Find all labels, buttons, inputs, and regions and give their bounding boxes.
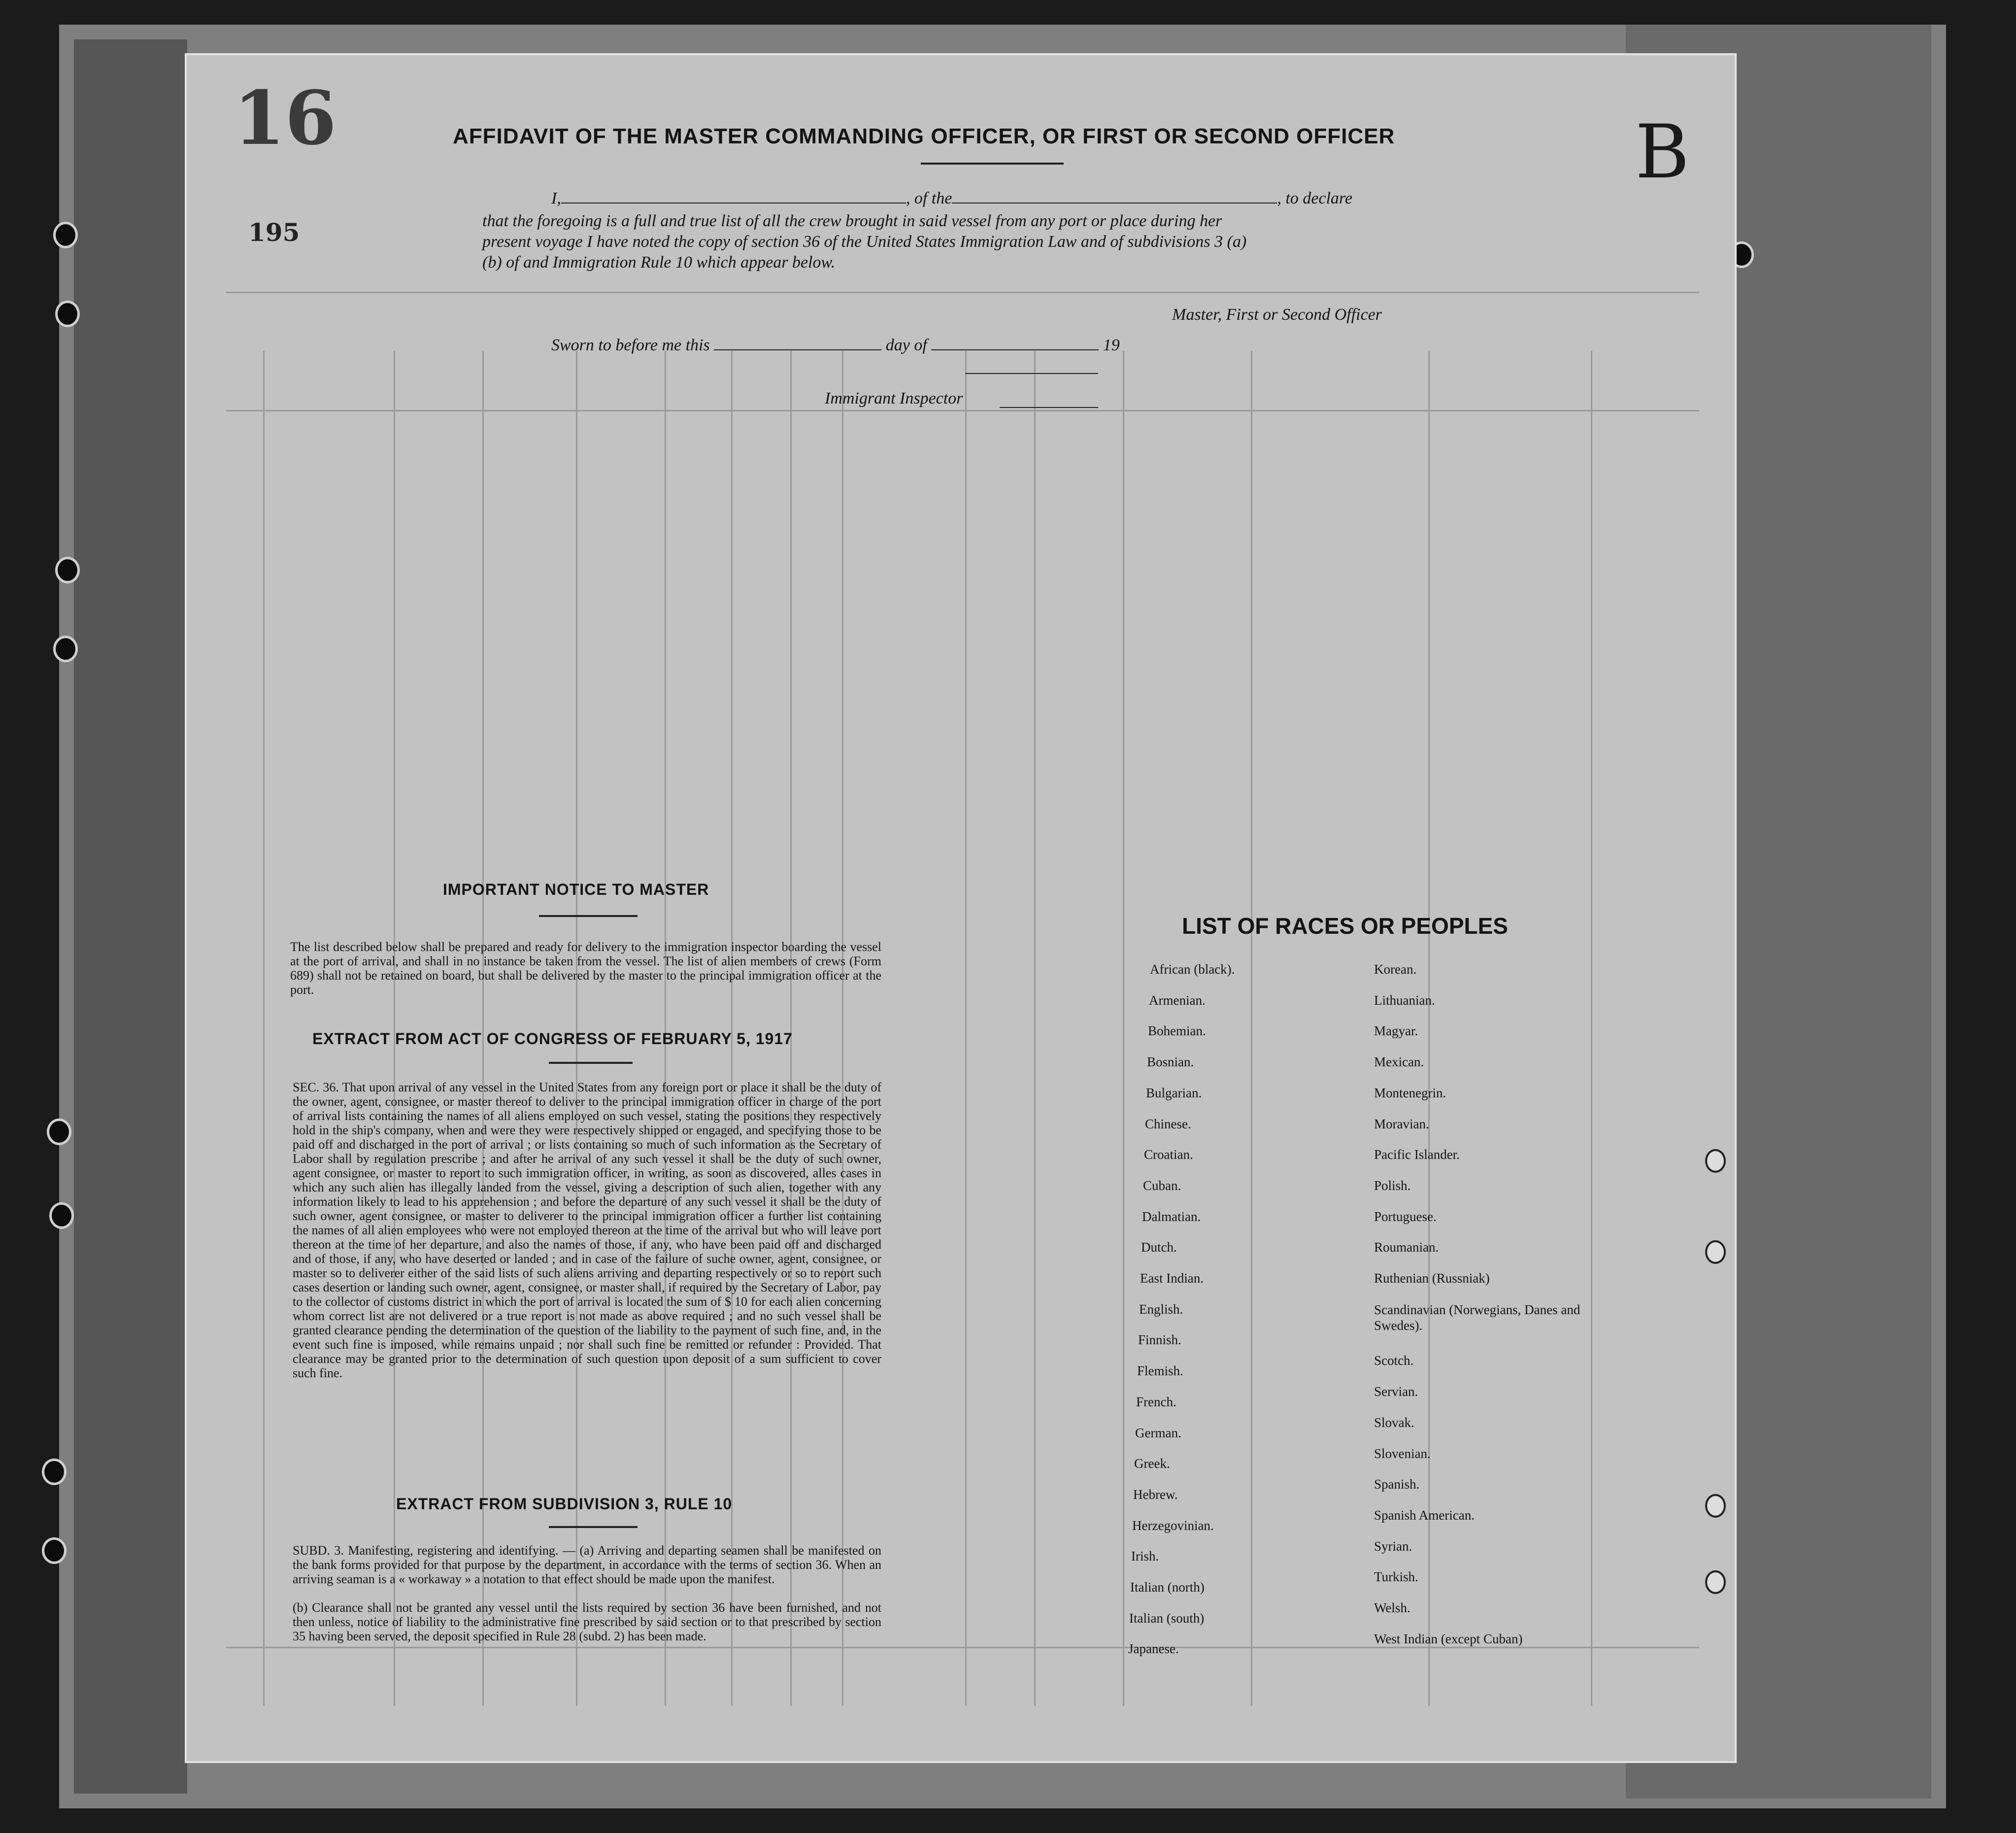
table-rule — [1251, 351, 1252, 1706]
rule-extract-underline — [549, 1526, 638, 1528]
rule-extract-title: EXTRACT FROM SUBDIVISION 3, RULE 10 — [396, 1495, 733, 1513]
race-item: Ruthenian (Russniak) — [1374, 1271, 1490, 1286]
act-extract-title: EXTRACT FROM ACT OF CONGRESS OF FEBRUARY 5, 1917 — [312, 1030, 793, 1048]
race-item: Korean. — [1374, 962, 1417, 977]
race-item: Bohemian. — [1148, 1023, 1206, 1039]
day-of-label: day of — [885, 336, 927, 354]
race-item: Scandinavian (Norwegians, Danes and Swedes). — [1374, 1302, 1580, 1333]
affidavit-text-line: (b) of and Immigration Rule 10 which appear below. — [482, 253, 836, 272]
race-item: French. — [1136, 1394, 1176, 1409]
race-item: Portuguese. — [1374, 1209, 1437, 1224]
race-item: Dalmatian. — [1142, 1209, 1201, 1224]
notice-title: IMPORTANT NOTICE TO MASTER — [443, 881, 709, 898]
race-item: Bulgarian. — [1146, 1085, 1202, 1100]
race-item: Mexican. — [1374, 1054, 1424, 1070]
race-item: Pacific Islander. — [1374, 1147, 1460, 1162]
binder-hole — [42, 1459, 67, 1485]
race-item: Irish. — [1131, 1549, 1159, 1564]
race-item: Bosnian. — [1147, 1054, 1194, 1070]
race-item: Spanish American. — [1374, 1507, 1475, 1523]
notice-text: The list described below shall be prepared and ready for delivery to the immigration inspector boarding the vessel at the port of arrival, and shall in no instance be taken from the vessel. The list of alien members of crews (Form 689) shall not be retained on board, but shall be delivered by the master to the principal immigration officer at the port. — [290, 940, 881, 997]
rule-extract-text-a: SUBD. 3. Manifesting, registering and identifying. — (a) Arriving and departing seamen shall be manifested on the bank forms provided for that purpose by the department, in accordance with the terms of section 36. When an arriving seaman is a « workaway » a notation to that effect should be made upon the manifest. — [293, 1543, 881, 1586]
race-item: Cuban. — [1143, 1178, 1181, 1193]
signature-line — [965, 373, 1098, 374]
table-rule — [226, 1647, 1699, 1648]
page-stamp-number: 195 — [248, 218, 300, 247]
sworn-day-blank — [714, 349, 881, 350]
affidavit-sheet — [185, 53, 1737, 1763]
race-item: Slovak. — [1374, 1415, 1414, 1430]
table-rule — [1591, 351, 1592, 1706]
affidavit-declaration-line — [551, 189, 1758, 208]
race-item: East Indian. — [1140, 1271, 1204, 1286]
sworn-line — [551, 336, 1537, 355]
affidavit-declare-label: , to declare — [1277, 189, 1352, 207]
punch-hole — [1705, 1240, 1726, 1264]
affidavit-of-label: , of the — [906, 189, 952, 207]
punch-hole — [1705, 1494, 1726, 1518]
race-item: Magyar. — [1374, 1023, 1418, 1039]
race-item: Chinese. — [1145, 1116, 1191, 1131]
table-rule — [965, 351, 967, 1706]
underlying-page-edge — [74, 39, 187, 1794]
binder-hole — [55, 557, 80, 583]
punch-hole — [1705, 1570, 1726, 1594]
race-item: English. — [1139, 1301, 1183, 1317]
race-item: Croatian. — [1144, 1147, 1193, 1162]
year-label: 19 — [1103, 336, 1120, 354]
corner-handwritten-mark: B — [1635, 109, 1690, 195]
race-item: Spanish. — [1374, 1477, 1420, 1492]
race-item: Slovenian. — [1374, 1446, 1431, 1461]
binder-hole — [53, 636, 78, 662]
race-item: Armenian. — [1149, 992, 1206, 1008]
notice-underline — [539, 915, 638, 917]
punch-hole — [1705, 1149, 1726, 1173]
table-rule — [1428, 351, 1430, 1706]
races-title: LIST OF RACES OR PEOPLES — [1182, 913, 1508, 939]
race-item: Herzegovinian. — [1132, 1518, 1214, 1533]
race-item: Dutch. — [1141, 1240, 1177, 1255]
inspector-caption: Immigrant Inspector — [825, 389, 963, 407]
affidavit-title: AFFIDAVIT OF THE MASTER COMMANDING OFFICER, OR FIRST OR SECOND OFFICER — [453, 124, 1395, 148]
table-rule — [226, 410, 1699, 411]
inspector-signature-line — [1000, 407, 1098, 408]
binder-hole — [42, 1537, 67, 1564]
act-extract-underline — [549, 1062, 633, 1064]
race-item: German. — [1135, 1425, 1181, 1440]
race-item: Finnish. — [1138, 1332, 1181, 1348]
signature-caption: Master, First or Second Officer — [1172, 306, 1382, 324]
rule-extract-text-b: (b) Clearance shall not be granted any vessel until the lists required by section 36 have been furnished, and not then unless, notice of liability to the administrative fine prescribed by said section or to that prescribed by section 35 having been served, the deposit specified in Rule 28 (subd. 2) has been made. — [293, 1600, 881, 1643]
binder-hole — [55, 301, 80, 327]
race-item: Montenegrin. — [1374, 1085, 1446, 1100]
binder-hole — [47, 1119, 71, 1145]
race-item: Hebrew. — [1133, 1487, 1178, 1502]
title-underline — [921, 163, 1064, 165]
sheet-number-stamp: 16 — [234, 75, 336, 162]
race-item: Japanese. — [1128, 1641, 1179, 1657]
affidavit-i-label: I, — [551, 189, 561, 207]
table-rule — [263, 351, 265, 1706]
race-item: Roumanian. — [1374, 1240, 1439, 1255]
race-item: Flemish. — [1137, 1363, 1183, 1379]
race-item: Italian (north) — [1130, 1580, 1205, 1595]
name-blank — [561, 203, 906, 204]
race-item: West Indian (except Cuban) — [1374, 1631, 1523, 1646]
table-rule — [1123, 351, 1124, 1706]
race-item: Italian (south) — [1129, 1610, 1205, 1626]
table-rule — [226, 292, 1699, 293]
table-rule — [394, 351, 395, 1706]
race-item: Welsh. — [1374, 1600, 1411, 1615]
affidavit-text-line: that the foregoing is a full and true list of all the crew brought in said vessel from any port or place during her — [482, 212, 1222, 230]
binder-hole — [49, 1202, 74, 1229]
race-item: Moravian. — [1374, 1116, 1429, 1131]
race-item: Lithuanian. — [1374, 992, 1435, 1008]
vessel-blank — [952, 203, 1277, 204]
sworn-month-blank — [931, 349, 1099, 350]
race-item: Servian. — [1374, 1384, 1418, 1399]
race-item: Greek. — [1134, 1456, 1170, 1471]
race-item: Turkish. — [1374, 1569, 1418, 1585]
table-rule — [1034, 351, 1036, 1706]
binder-hole — [53, 222, 78, 248]
affidavit-text-line: present voyage I have noted the copy of section 36 of the United States Immigration Law and of subdivisions 3 (a) — [482, 233, 1247, 251]
race-item: Syrian. — [1374, 1538, 1412, 1554]
table-rule — [842, 351, 843, 1706]
act-extract-text: SEC. 36. That upon arrival of any vessel in the United States from any foreign port or place it shall be the duty of the owner, agent, consignee, or master thereof to deliver to the principal immigration officer in charge of the port of arrival lists containing the names of all aliens employed on such vessel, stating the positions they respectively hold in the ship's company, when and were they were respectively shipped or engaged, and specifying those to be paid off and discharged in the port of arrival ; or lists containing so much of such information as the Secretary of Labor shall by regulation prescribe ; and after he arrival of any such vessel it shall be the duty of such owner, agent consignee, or master to report to such immigration officer, in writing, as soon as discovered, alles cases in which any such alien has illegally landed from the vessel, giving a description of such alien, together with any information likely to lead to his apprehension ; and before the departure of any such vessel it shall be the duty of such owner, agent consignee, or master to deliverer to the principal immigration officer a further list containing the names of all alien employees who were not employed thereon at the time of the arrival but who will leave port thereon at the time of her departure, and also the names of those, if any, who have been paid off and discharged and of those, if any, who have deserted or landed ; and in case of the failure of suche owner, agent, consignee, or master so to deliverer either of the said lists of such aliens arriving and departing respectively or so to report such cases desertion or landing such owner, agent, consignee, or master shall, if required by the Secretary of Labor, pay to the collector of customs district in which the port of arrival is located the sum of $ 10 for each alien concerning whom correct list are not delivered or a true report is not made as above required ; and no such vessel shall be granted clearance pending the determination of the question of the liability to the payment of such fine, and, in the event such fine is imposed, while remains unpaid ; nor shall such fine be remitted or refunder : Provided. That clearance may be granted prior to the determination of such question upon deposit of a sum sufficient to cover such fine. — [293, 1080, 881, 1380]
race-item: African (black). — [1150, 962, 1235, 977]
race-item: Polish. — [1374, 1178, 1411, 1193]
race-item: Scotch. — [1374, 1353, 1414, 1368]
sworn-label: Sworn to before me this — [551, 336, 710, 354]
table-rule — [790, 351, 792, 1706]
